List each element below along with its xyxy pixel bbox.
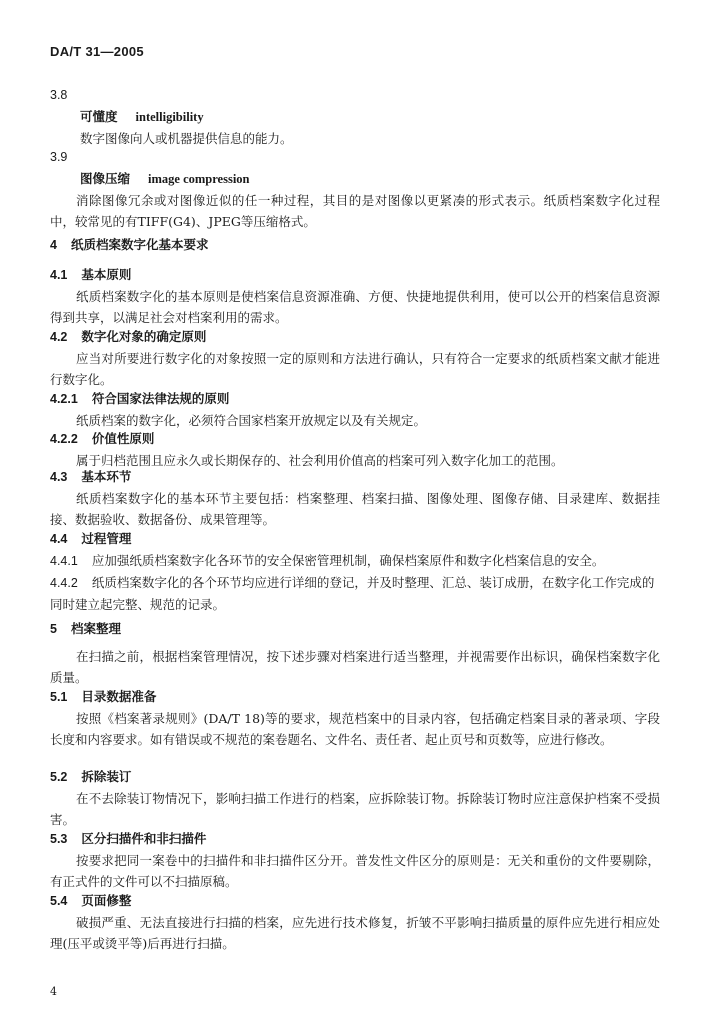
clause-4-1	[50, 264, 660, 328]
paragraph: 纸质档案数字化的基本环节主要包括：档案整理、档案扫描、图像处理、图像存储、目录建库、数据挂接、数据验收、数据备份、成果管理等。	[50, 491, 660, 527]
paragraph: 属于归档范围且应永久或长期保存的、社会利用价值高的档案可列入数字化加工的范围。	[76, 453, 564, 468]
subsection-heading: 5.1 目录数据准备	[50, 689, 157, 704]
term-en: image compression	[148, 172, 250, 186]
clause-4-2-2	[50, 428, 660, 471]
page-number: 4	[50, 985, 57, 998]
paragraph: 按要求把同一案卷中的扫描件和非扫描件区分开。普发性文件区分的原则是：无关和重份的文件要剔除，有正式件的文件可以不扫描原稿。	[50, 853, 660, 889]
term-heading	[50, 106, 660, 128]
clause-5-4	[50, 890, 660, 954]
term-cn: 图像压缩	[80, 171, 131, 186]
paragraph: 破损严重、无法直接进行扫描的档案，应先进行技术修复，折皱不平影响扫描质量的原件应先进行相应处理(压平或烫平等)后再进行扫描。	[50, 915, 660, 951]
section-5-intro	[50, 646, 660, 688]
paragraph: 纸质档案的数字化，必须符合国家档案开放规定以及有关规定。	[76, 413, 427, 428]
clause-4-2	[50, 326, 660, 390]
clause-5-1	[50, 686, 660, 750]
paragraph: 在不去除装订物情况下，影响扫描工作进行的档案，应拆除装订物。拆除装订物时应注意保护档案不受损害。	[50, 791, 660, 827]
clause-number: 3.9	[50, 150, 68, 164]
paragraph: 应当对所要进行数字化的对象按照一定的原则和方法进行确认，只有符合一定要求的纸质档案文献才能进行数字化。	[50, 351, 660, 387]
term-cn: 可懂度	[80, 109, 118, 124]
subsection-heading: 4.2.2 价值性原则	[50, 431, 155, 446]
subsection-heading: 5.4 页面修整	[50, 893, 132, 908]
section-5-heading: 5 档案整理	[50, 621, 121, 636]
numbered-paragraph: 4.4.2 纸质档案数字化的各个环节均应进行详细的登记，并及时整理、汇总、装订成册，在数字化工作完成的同时建立起完整、规范的记录。	[50, 575, 655, 612]
term-en: intelligibility	[135, 110, 204, 124]
clause-4-3	[50, 466, 660, 530]
section-4-heading: 4 纸质档案数字化基本要求	[50, 237, 209, 252]
definition-text: 消除图像冗余或对图像近似的任一种过程，其目的是对图像以更紧凑的形式表示。纸质档案数字化过程中，较常见的有TIFF(G4)、JPEG等压缩格式。	[50, 193, 660, 229]
standard-number-header: DA/T 31—2005	[50, 44, 144, 59]
subsection-heading: 4.2 数字化对象的确定原则	[50, 329, 207, 344]
subsection-heading: 5.2 拆除装订	[50, 769, 132, 784]
clause-4-4	[50, 528, 660, 615]
subsection-heading: 5.3 区分扫描件和非扫描件	[50, 831, 207, 846]
paragraph: 在扫描之前，根据档案管理情况，按下述步骤对档案进行适当整理，并视需要作出标识，确保档案数字化质量。	[50, 649, 660, 685]
clause-number: 3.8	[50, 88, 68, 102]
subsection-heading: 4.1 基本原则	[50, 267, 132, 282]
term-heading	[50, 168, 660, 190]
clause-5-2	[50, 766, 660, 830]
numbered-paragraph: 4.4.1 应加强纸质档案数字化各环节的安全保密管理机制，确保档案原件和数字化档案信息的安全。	[50, 553, 605, 568]
clause-5-3	[50, 828, 660, 892]
paragraph: 按照《档案著录规则》(DA/T 18)等的要求，规范档案中的目录内容，包括确定档案目录的著录项、字段长度和内容要求。如有错误或不规范的案卷题名、文件名、责任者、起止页号和页数等，应进行修改。	[50, 711, 660, 747]
subsection-heading: 4.4 过程管理	[50, 531, 132, 546]
clause-3-8	[50, 84, 660, 149]
clause-3-9	[50, 146, 660, 232]
subsection-heading: 4.2.1 符合国家法律法规的原则	[50, 391, 230, 406]
paragraph: 纸质档案数字化的基本原则是使档案信息资源准确、方便、快捷地提供利用，使可以公开的档案信息资源得到共享，以满足社会对档案利用的需求。	[50, 289, 660, 325]
definition-text: 数字图像向人或机器提供信息的能力。	[80, 131, 293, 146]
subsection-heading: 4.3 基本环节	[50, 469, 132, 484]
clause-4-2-1	[50, 388, 660, 431]
